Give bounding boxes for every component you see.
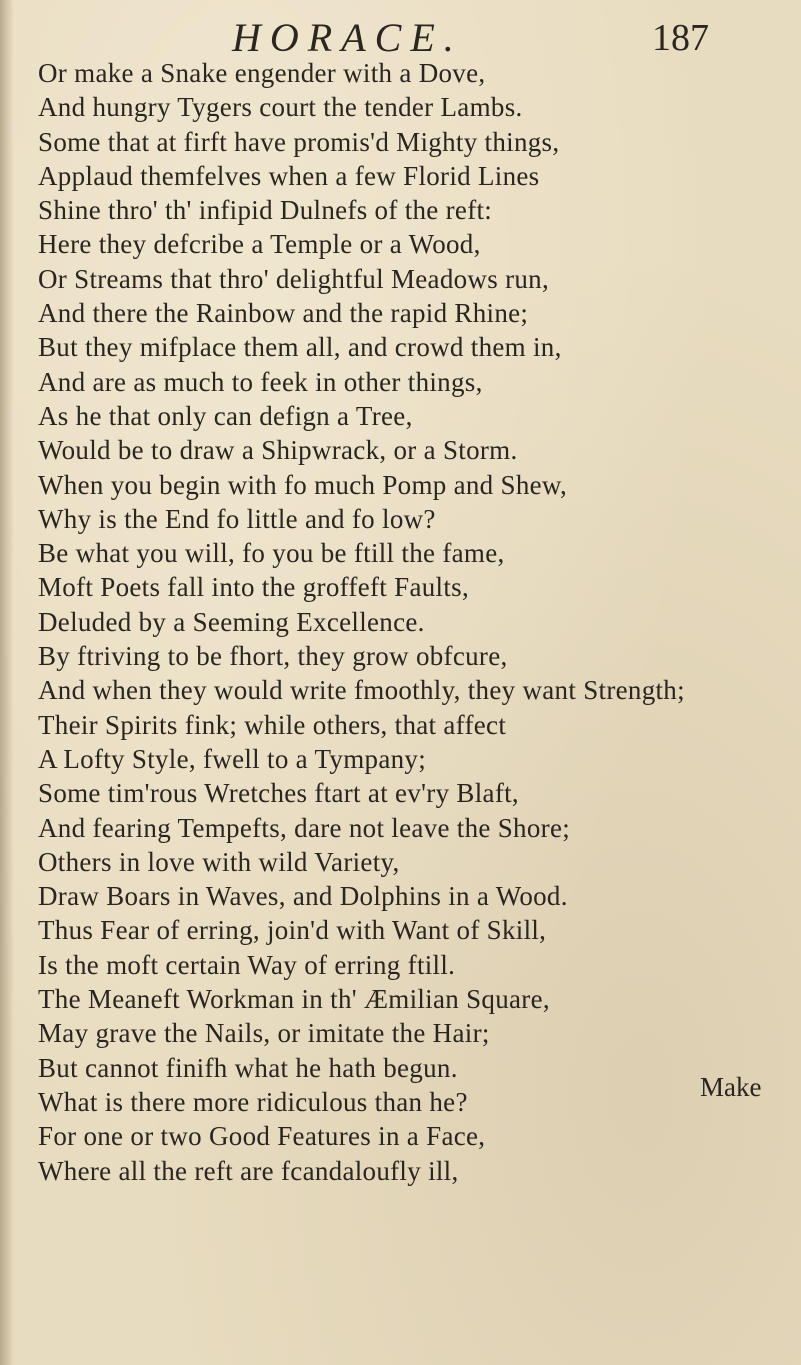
- verse-line: May grave the Nails, or imitate the Hair;: [38, 1018, 490, 1049]
- verse-line: Or Streams that thro' delightful Meadows run,: [38, 263, 550, 294]
- verse-line: Applaud themfelves when a few Florid Lines: [38, 160, 540, 191]
- binding-shadow: [0, 0, 14, 1365]
- page-number: 187: [652, 17, 709, 59]
- verse-line: Be what you will, fo you be ftill the fame,: [38, 538, 505, 569]
- catchword: Make: [700, 1072, 762, 1102]
- verse-line: For one or two Good Features in a Face,: [38, 1121, 486, 1152]
- verse-line: Why is the End fo little and fo low?: [38, 503, 436, 534]
- verse-line: When you begin with fo much Pomp and Shew,: [38, 469, 568, 500]
- verse-line: Thus Fear of erring, join'd with Want of Skill,: [38, 915, 547, 946]
- verse-line: Draw Boars in Waves, and Dolphins in a Wood.: [38, 881, 568, 912]
- verse-line: By ftriving to be fhort, they grow obfcure,: [38, 641, 508, 672]
- verse-line: And there the Rainbow and the rapid Rhine;: [38, 298, 529, 329]
- verse-line: Here they defcribe a Temple or a Wood,: [38, 229, 481, 260]
- verse-line: Would be to draw a Shipwrack, or a Storm.: [38, 435, 518, 466]
- verse-line: But they mifplace them all, and crowd them in,: [38, 332, 562, 363]
- verse-line: A Lofty Style, fwell to a Tympany;: [38, 743, 427, 774]
- verse-line: Others in love with wild Variety,: [38, 846, 400, 877]
- page-header: [0, 14, 801, 62]
- verse-line: Some that at firft have promis'd Mighty things,: [38, 126, 560, 157]
- verse-line: What is there more ridiculous than he?: [38, 1086, 468, 1117]
- verse-line: And hungry Tygers court the tender Lambs.: [38, 92, 523, 123]
- verse-line: And are as much to feek in other things,: [38, 366, 483, 397]
- verse-line: Or make a Snake engender with a Dove,: [38, 58, 486, 88]
- verse-line: And when they would write fmoothly, they want Strength;: [38, 675, 685, 706]
- verse-line: But cannot finifh what he hath begun.: [38, 1052, 458, 1083]
- verse-line: As he that only can defign a Tree,: [38, 400, 413, 431]
- verse-line: Shine thro' th' infipid Dulnefs of the reft:: [38, 195, 493, 226]
- verse-line: Is the moft certain Way of erring ftill.: [38, 949, 456, 980]
- verse-line: Their Spirits fink; while others, that affect: [38, 709, 507, 740]
- running-title: HORACE.: [232, 15, 463, 60]
- verse-line: Some tim'rous Wretches ftart at ev'ry Blaft,: [38, 778, 519, 809]
- verse-text: [38, 56, 778, 1188]
- verse-line: The Meaneft Workman in th' Æmilian Square,: [38, 984, 550, 1015]
- verse-line: Where all the reft are fcandaloufly ill,: [38, 1155, 459, 1186]
- verse-line: Deluded by a Seeming Excellence.: [38, 606, 425, 637]
- verse-line: And fearing Tempefts, dare not leave the Shore;: [38, 812, 571, 843]
- verse-line: Moft Poets fall into the groffeft Faults,: [38, 572, 469, 603]
